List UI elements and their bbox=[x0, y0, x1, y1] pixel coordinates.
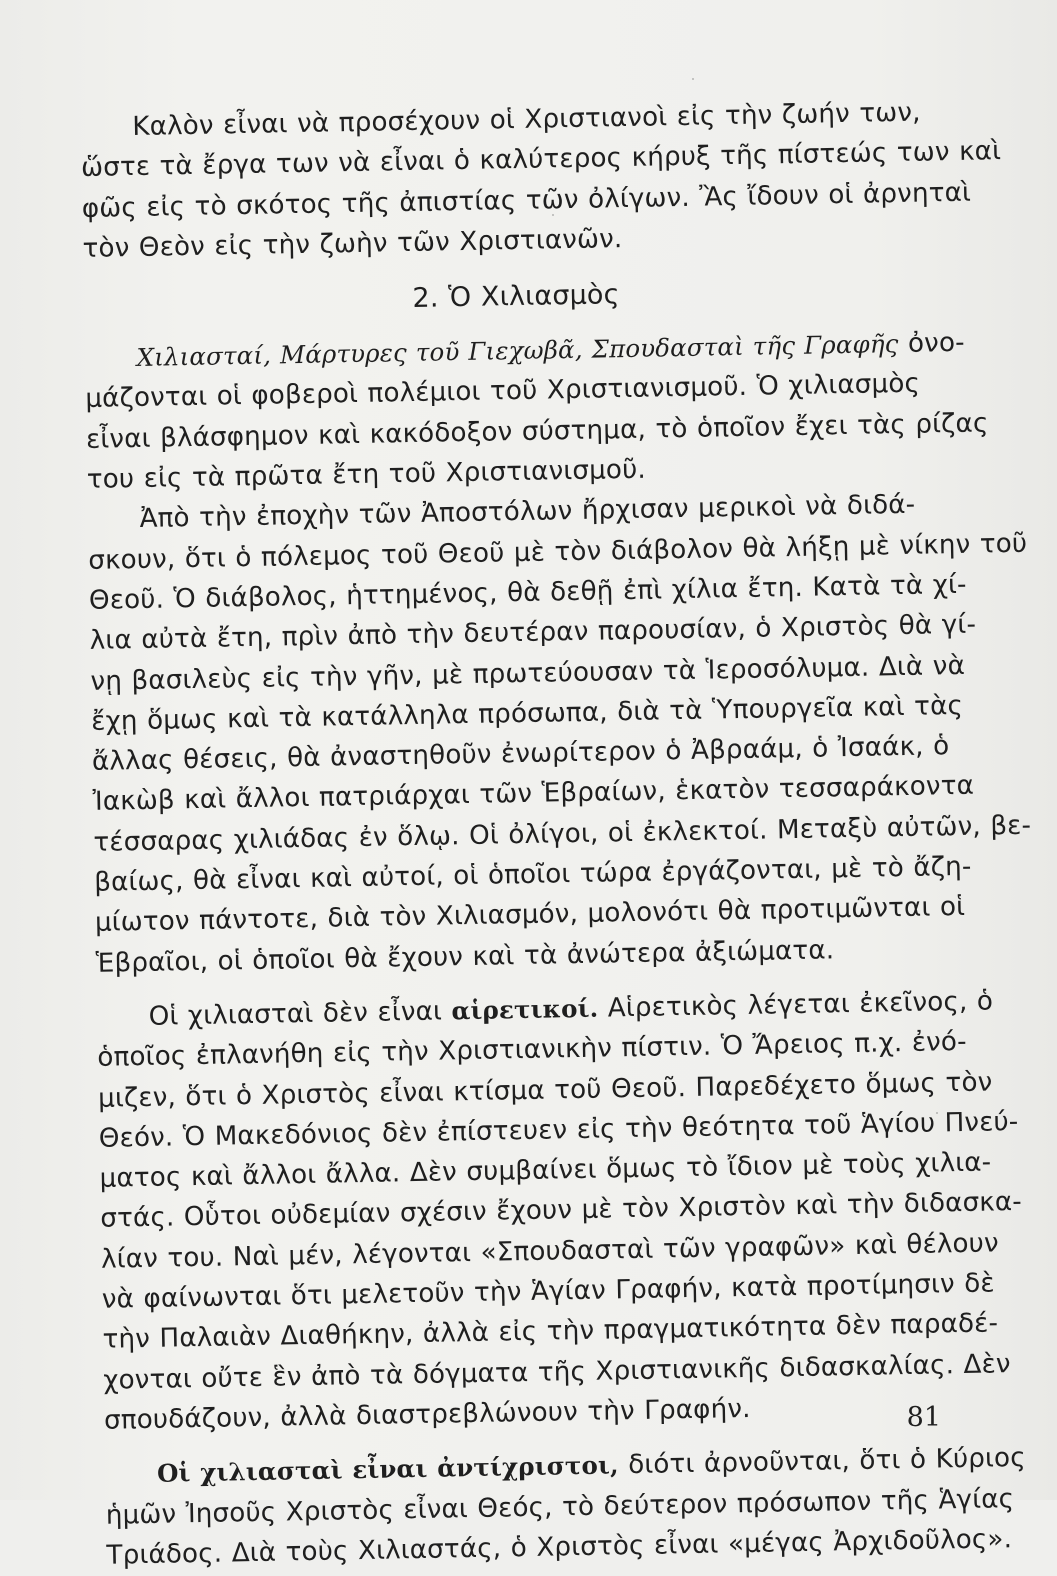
paragraph4-line: στάς. Οὗτοι οὐδεμίαν σχέσιν ἔχουν μὲ τὸν Χριστὸν καὶ τὴν διδασκα- bbox=[100, 1187, 1023, 1235]
paragraph2-first-line-rest: ὀνο- bbox=[898, 328, 965, 360]
paper-speck bbox=[692, 78, 694, 80]
paper-speck bbox=[936, 1112, 938, 1114]
paragraph3-line: ἄλλας θέσεις, θὰ ἀναστηθοῦν ἐνωρίτερον ὁ Ἀβραάμ, ὁ Ἰσαάκ, ὁ bbox=[91, 731, 950, 778]
bold-term-heretics: αἱρετικοί. bbox=[451, 993, 599, 1026]
paragraph3-line: λια αὐτὰ ἔτη, πρὶν ἀπὸ τὴν δευτέραν παρουσίαν, ὁ Χριστὸς θὰ γί- bbox=[89, 609, 977, 657]
bold-term-antichrists: Οἱ χιλιασταὶ εἶναι ἀντίχριστοι, bbox=[156, 1450, 619, 1489]
paragraph4-line: νὰ φαίνωνται ὅτι μελετοῦν τὴν Ἁγίαν Γραφήν, κατὰ προτίμησιν δὲ bbox=[101, 1268, 995, 1315]
paragraph4-line: ὁποῖος ἐπλανήθη εἰς τὴν Χριστιανικὴν πίστιν. Ὁ Ἄρειος π.χ. ἐνό- bbox=[97, 1027, 967, 1074]
paragraph3-line: νῃ βασιλεὺς εἰς τὴν γῆν, μὲ πρωτεύουσαν τὰ Ἱεροσόλυμα. Διὰ νὰ bbox=[90, 650, 966, 697]
section-heading: 2. Ὁ Χιλιασμὸς bbox=[412, 279, 620, 315]
paragraph3-line: βαίως, θὰ εἶναι καὶ αὐτοί, οἱ ὁποῖοι τώρα ἐργάζονται, μὲ τὸ ἄζη- bbox=[93, 851, 972, 898]
paragraph3-line: Ἑβραῖοι, οἱ ὁποῖοι θὰ ἔχουν καὶ τὰ ἀνώτερα ἀξιώματα. bbox=[95, 934, 835, 979]
paragraph1-line: Καλὸν εἶναι νὰ προσέχουν οἱ Χριστιανοὶ εἰς τὴν ζωήν των, bbox=[132, 97, 921, 143]
paragraph4-start: Οἱ χιλιασταὶ δὲν εἶναι bbox=[148, 996, 452, 1032]
paragraph4-line: ματος καὶ ἄλλοι ἄλλα. Δὲν συμβαίνει ὅμως τὸ ἴδιον μὲ τοὺς χιλια- bbox=[99, 1147, 992, 1194]
italic-intro: Χιλιασταί, Μάρτυρες τοῦ Γιεχωβᾶ, Σπουδασταὶ τῆς Γραφῆς bbox=[136, 329, 899, 373]
page-number: 81 bbox=[906, 1402, 941, 1433]
paper-speck bbox=[552, 214, 554, 216]
paragraph4-line: λίαν του. Ναὶ μέν, λέγονται «Σπουδασταὶ τῶν γραφῶν» καὶ θέλουν bbox=[100, 1228, 1000, 1275]
paragraph3-line: Θεοῦ. Ὁ διάβολος, ἡττημένος, θὰ δεθῇ ἐπὶ χίλια ἔτη. Κατὰ τὰ χί- bbox=[88, 569, 967, 616]
paragraph4-line: χονται οὔτε ἓν ἀπὸ τὰ δόγματα τῆς Χριστιανικῆς διδασκαλίας. Δὲν bbox=[103, 1348, 1011, 1396]
paragraph2-line: εἶναι βλάσφημον καὶ κακόδοξον σύστημα, τὸ ὁποῖον ἔχει τὰς ρίζας bbox=[85, 408, 989, 455]
paragraph5-first-line-rest: διότι ἀρνοῦνται, ὅτι ὁ Κύριος bbox=[618, 1443, 1026, 1481]
paragraph3-line: ἔχῃ ὅμως καὶ τὰ κατάλληλα πρόσωπα, διὰ τὰ Ὑπουργεῖα καὶ τὰς bbox=[90, 690, 964, 737]
paragraph1-line: φῶς εἰς τὸ σκότος τῆς ἀπιστίας τῶν ὀλίγων. Ἂς ἴδουν οἱ ἀρνηταὶ bbox=[81, 177, 972, 224]
paragraph2-line: του εἰς τὰ πρῶτα ἔτη τοῦ Χριστιανισμοῦ. bbox=[86, 454, 647, 496]
paragraph3-line: σκουν, ὅτι ὁ πόλεμος τοῦ Θεοῦ μὲ τὸν διάβολον θὰ λήξῃ μὲ νίκην τοῦ bbox=[88, 528, 1028, 576]
paragraph1-line: τὸν Θεὸν εἰς τὴν ζωὴν τῶν Χριστιανῶν. bbox=[82, 223, 623, 264]
paragraph4-line: Θεόν. Ὁ Μακεδόνιος δὲν ἐπίστευεν εἰς τὴν θεότητα τοῦ Ἁγίου Πνεύ- bbox=[98, 1106, 1019, 1154]
paragraph3-line: Ἀπὸ τὴν ἐποχὴν τῶν Ἀποστόλων ἤρχισαν μερικοὶ νὰ διδά- bbox=[139, 490, 916, 535]
paragraph3-line: μίωτον πάντοτε, διὰ τὸν Χιλιασμόν, μολονότι θὰ προτιμῶνται οἱ bbox=[94, 892, 966, 939]
paragraph5-line: ἡμῶν Ἰησοῦς Χριστὸς εἶναι Θεός, τὸ δεύτερον πρόσωπον τῆς Ἁγίας bbox=[105, 1483, 1015, 1531]
paragraph1-line: ὥστε τὰ ἔργα των νὰ εἶναι ὁ καλύτερος κήρυξ τῆς πίστεώς των καὶ bbox=[80, 136, 1002, 184]
paragraph4-first-line-rest: Αἱρετικὸς λέγεται ἐκεῖνος, ὁ bbox=[598, 986, 994, 1024]
paragraph4-line: σπουδάζουν, ἀλλὰ διαστρεβλώνουν τὴν Γραφήν. bbox=[103, 1393, 751, 1436]
paragraph2-line: μάζονται οἱ φοβεροὶ πολέμιοι τοῦ Χριστιανισμοῦ. Ὁ χιλιασμὸς bbox=[85, 369, 921, 415]
paragraph4-line: μιζεν, ὅτι ὁ Χριστὸς εἶναι κτίσμα τοῦ Θεοῦ. Παρεδέχετο ὅμως τὸν bbox=[97, 1066, 993, 1114]
paragraph4-line: τὴν Παλαιὰν Διαθήκην, ἀλλὰ εἰς τὴν πραγματικότητα δὲν παραδέ- bbox=[102, 1308, 999, 1356]
body-text bbox=[80, 92, 1032, 1576]
paragraph3-line: Ἰακὼβ καὶ ἄλλοι πατριάρχαι τῶν Ἑβραίων, ἑκατὸν τεσσαράκοντα bbox=[92, 771, 975, 818]
paragraph5-line: Τριάδος. Διὰ τοὺς Χιλιαστάς, ὁ Χριστὸς εἶναι «μέγας Ἀρχιδοῦλος». bbox=[106, 1523, 1013, 1571]
paragraph3-line: τέσσαρας χιλιάδας ἐν ὅλῳ. Οἱ ὀλίγοι, οἱ ἐκλεκτοί. Μεταξὺ αὐτῶν, βε- bbox=[93, 810, 1032, 858]
